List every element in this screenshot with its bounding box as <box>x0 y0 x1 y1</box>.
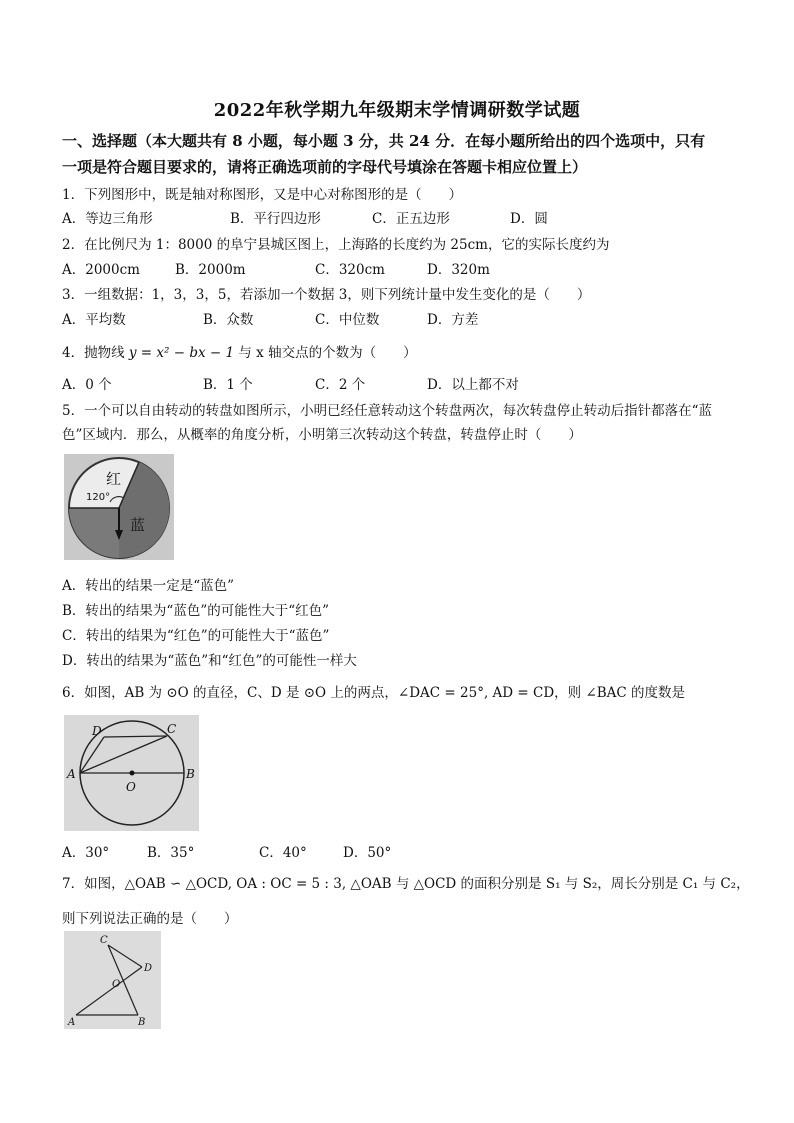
section-heading-line1: 一、选择题（本大题共有 8 小题，每小题 3 分，共 24 分．在每小题所给出的四个选项中，只有 <box>62 132 706 150</box>
question-6-option-c: C．40° <box>259 845 307 861</box>
label-d: D <box>144 963 153 974</box>
label-c: C <box>167 722 177 736</box>
label-o: O <box>112 979 121 990</box>
question-4-option-d: D．以上都不对 <box>427 377 519 393</box>
question-4-option-b: B．1 个 <box>203 377 253 393</box>
label-a: A <box>68 1017 76 1028</box>
spinner-figure <box>64 454 174 560</box>
blue-label: 蓝 <box>130 516 146 534</box>
question-4-stem <box>62 341 417 361</box>
angle-label: 120° <box>86 492 111 503</box>
question-1-stem: 1．下列图形中，既是轴对称图形，又是中心对称图形的是（ ） <box>62 187 463 203</box>
question-2-option-c: C．320cm <box>315 262 385 278</box>
question-2-option-d: D．320m <box>427 262 490 278</box>
question-3-option-b: B．众数 <box>203 312 254 328</box>
question-4-option-c: C．2 个 <box>315 377 366 393</box>
question-5-option-b: B．转出的结果为“蓝色”的可能性大于“红色” <box>62 603 330 619</box>
label-o: O <box>126 780 136 794</box>
question-4-option-a: A．0 个 <box>62 377 112 393</box>
question-5-option-c: C．转出的结果为“红色”的可能性大于“蓝色” <box>62 628 330 644</box>
section-heading-line2: 一项是符合题目要求的，请将正确选项前的字母代号填涂在答题卡相应位置上） <box>62 158 588 176</box>
question-1-option-a: A．等边三角形 <box>62 211 153 227</box>
question-2-option-a: A．2000cm <box>62 262 140 278</box>
question-3-option-a: A．平均数 <box>62 312 126 328</box>
question-3-option-d: D．方差 <box>427 312 479 328</box>
label-d: D <box>92 724 102 738</box>
question-5-option-d: D．转出的结果为“蓝色”和“红色”的可能性一样大 <box>62 653 357 669</box>
center-point <box>130 771 135 776</box>
label-b: B <box>186 767 195 781</box>
question-2-option-b: B．2000m <box>175 262 246 278</box>
question-3-stem: 3．一组数据：1，3，3，5，若添加一个数据 3，则下列统计量中发生变化的是（ ） <box>62 287 591 303</box>
question-5-stem-line1: 5．一个可以自由转动的转盘如图所示，小明已经任意转动这个转盘两次，每次转盘停止转动后指针都落在“蓝 <box>62 403 712 419</box>
question-4-stem-suffix: 与 x 轴交点的个数为（ ） <box>238 345 417 361</box>
label-b: B <box>138 1017 146 1028</box>
question-4-stem-prefix: 4．抛物线 <box>62 345 125 361</box>
question-2-stem: 2．在比例尺为 1：8000 的阜宁县城区图上，上海路的长度约为 25cm，它的实际长度约为 <box>62 237 610 253</box>
question-3-option-c: C．中位数 <box>315 312 380 328</box>
question-7-stem-line2: 则下列说法正确的是（ ） <box>62 911 238 927</box>
question-6-stem: 6．如图，AB 为 ⊙O 的直径，C、D 是 ⊙O 上的两点，∠DAC = 25°, AD = CD，则 ∠BAC 的度数是 <box>62 685 686 701</box>
page-title: 2022年秋学期九年级期末学情调研数学试题 <box>213 100 581 121</box>
question-6-option-d: D．50° <box>343 845 392 861</box>
question-1-option-d: D．圆 <box>510 211 548 227</box>
label-c: C <box>100 935 108 946</box>
question-4-formula: y = x² − bx − 1 <box>128 345 235 361</box>
question-5-option-a: A．转出的结果一定是“蓝色” <box>62 578 235 594</box>
question-6-option-a: A．30° <box>62 845 110 861</box>
question-6-option-b: B．35° <box>147 845 195 861</box>
question-1-option-b: B．平行四边形 <box>230 211 321 227</box>
question-7-stem-line1: 7．如图，△OAB ∽ △OCD, OA : OC = 5 : 3, △OAB 与 △OCD 的面积分别是 S₁ 与 S₂，周长分别是 C₁ 与 C₂， <box>62 876 750 892</box>
question-5-stem-line2: 色”区域内．那么，从概率的角度分析，小明第三次转动这个转盘，转盘停止时（ ） <box>62 427 582 443</box>
red-label: 红 <box>106 470 122 488</box>
question-1-option-c: C．正五边形 <box>372 211 450 227</box>
triangles-figure <box>64 931 161 1029</box>
circle-figure <box>64 715 199 831</box>
label-a: A <box>67 767 76 781</box>
